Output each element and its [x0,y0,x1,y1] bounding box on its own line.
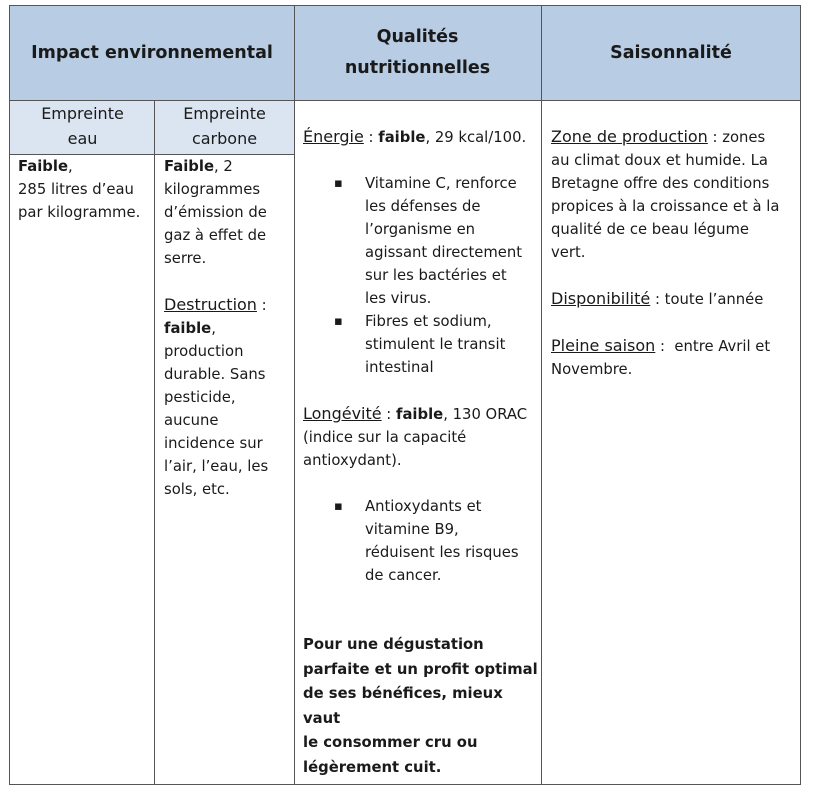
eau-line3: par kilogramme. [18,204,141,221]
header-saisonnalite-label: Saisonnalité [610,42,732,63]
header-qualites-line1: Qualités [376,27,459,47]
list-item-antioxydants [303,495,539,587]
longevite-colon: : [381,406,396,423]
carbone-line2: kilogrammes [164,181,261,198]
pleine-saison-colon: : [655,338,666,355]
conclusion-line2: parfaite et un profit optimal [303,660,538,678]
carbone-line5: serre. [164,250,207,267]
carbone-line1: , 2 [214,158,233,175]
nutrition-benefits-list-2 [303,495,539,587]
conclusion-line3: de ses bénéfices, mieux vaut [303,685,503,727]
bullet1-line1: ▪ Vitamine C, renforce [365,175,517,192]
longevite-value: , 130 ORAC [443,406,528,423]
eau-line2: 285 litres d’eau [18,181,134,198]
pleine-saison-line2: Novembre. [551,361,633,378]
bullet2-line2: stimulent le transit [365,336,506,353]
subheader-carbone-line2: carbone [191,129,258,148]
longevite-line3: antioxydant). [303,452,402,469]
bullet3-line1: ▪ Antioxydants et [365,498,482,515]
bullet3-line2: vitamine B9, [365,521,459,538]
eau-comma: , [68,158,73,175]
nutrition-benefits-list-1 [303,172,539,379]
subheader-carbone-line1: Empreinte [183,104,266,123]
header-impact-environnemental [10,6,294,100]
zone-production-title: Zone de production [551,127,708,146]
zone-line4: propices à la croissance et à la [551,198,780,215]
bullet1-line6: les virus. [365,290,432,307]
conclusion-text [303,633,539,780]
list-item-fibres [303,310,539,379]
destruction-line6: incidence sur [164,435,263,452]
carbone-level: Faible [164,158,214,175]
border-top [10,5,801,6]
conclusion-line4: le consommer cru ou [303,734,478,751]
border-bottom [10,784,801,785]
border-header-bottom [10,100,801,101]
carbone-line4: gaz à effet de [164,227,267,244]
zone-line5: qualité de ce beau légume [551,221,749,238]
destruction-line3: durable. Sans [164,366,266,383]
cell-empreinte-carbone [164,155,294,501]
disponibilite-colon: : [650,291,660,308]
bullet2-line1: ▪ Fibres et sodium, [365,313,492,330]
border-col-eau-carbone [154,100,155,785]
zone-line3: Bretagne offre des conditions [551,175,770,192]
longevite-level: faible [396,406,444,423]
cell-saisonnalite [551,125,799,381]
bullet3-line4: de cancer. [365,567,442,584]
bullet3-line3: réduisent les risques [365,544,519,561]
subheader-eau-line2: eau [67,129,98,148]
energie-value: , 29 kcal/100. [425,129,527,146]
header-impact-label: Impact environnemental [31,42,273,63]
zone-line2: au climat doux et humide. La [551,152,768,169]
bullet1-line2: les défenses de [365,198,481,215]
destruction-line8: sols, etc. [164,481,230,498]
bullet2-line3: intestinal [365,359,434,376]
border-col-2-3 [541,5,542,785]
destruction-title: Destruction [164,295,257,314]
subheader-eau-line1: Empreinte [41,104,124,123]
destruction-line5: aucune [164,412,219,429]
header-qualites-nutritionnelles [294,6,541,100]
cell-qualites-nutritionnelles [303,125,539,780]
bullet1-line3: l’organisme en [365,221,476,238]
longevite-title: Longévité [303,404,382,423]
pleine-saison-title: Pleine saison [551,336,656,355]
disponibilite-value: toute l’année [659,291,764,308]
destruction-line1: , [211,320,216,337]
header-qualites-line2: nutritionnelles [344,58,491,78]
eau-level: Faible [18,158,68,175]
zone-line6: vert. [551,244,586,261]
destruction-line7: l’air, l’eau, les [164,458,269,475]
bullet1-line4: agissant directement [365,244,523,261]
energie-title: Énergie [303,127,364,146]
zone-colon: : [707,129,718,146]
energie-level: faible [378,129,426,146]
destruction-level: faible [164,320,212,337]
destruction-colon: : [256,297,267,314]
header-saisonnalite [541,6,801,100]
subheader-empreinte-carbone [155,100,294,154]
energie-colon: : [363,129,379,146]
border-right [800,5,801,785]
conclusion-line1: Pour une dégustation [303,636,484,653]
subheader-empreinte-eau [10,100,155,154]
destruction-line2: production [164,343,244,360]
border-left [9,5,10,785]
carbone-line3: d’émission de [164,204,267,221]
disponibilite-title: Disponibilité [551,289,651,308]
conclusion-line5: légèrement cuit. [303,758,442,776]
cell-empreinte-eau [18,155,154,224]
pleine-saison-value: entre Avril et [665,338,771,355]
longevite-line2: (indice sur la capacité [303,429,467,446]
destruction-line4: pesticide, [164,389,236,406]
zone-line1: zones [717,129,766,146]
border-col-1-2 [294,5,295,785]
bullet1-line5: sur les bactéries et [365,267,507,284]
list-item-vitamine-c [303,172,539,310]
